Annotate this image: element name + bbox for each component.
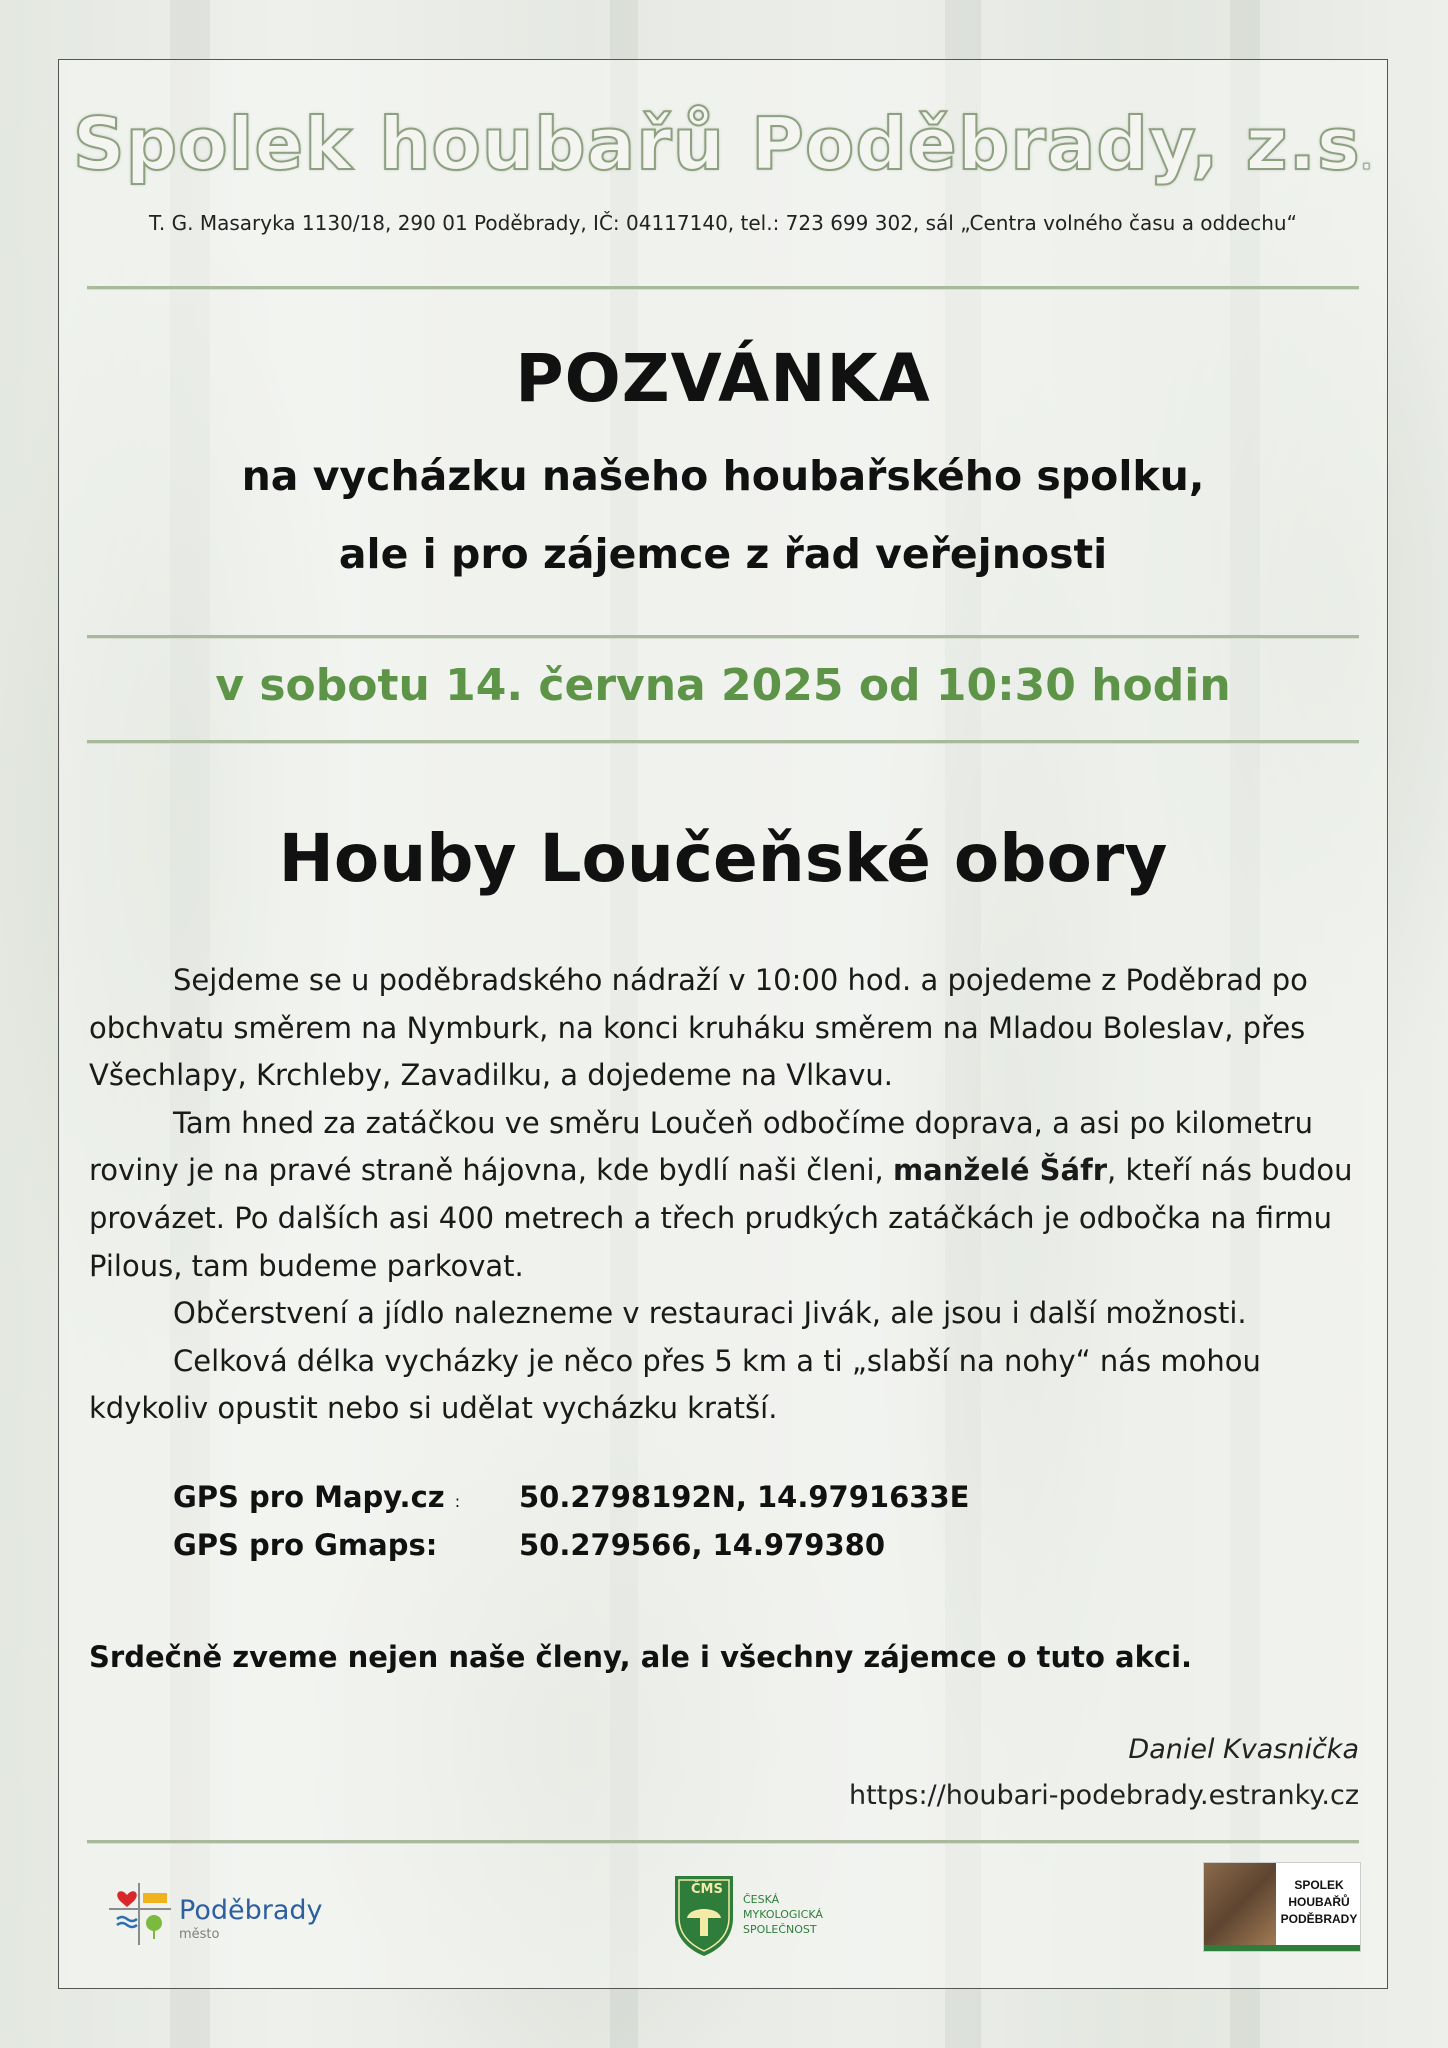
gps-gmaps-value: 50.279566, 14.979380 [519, 1528, 885, 1562]
divider [87, 1840, 1359, 1844]
invitation-line-2: ale i pro zájemce z řad veřejnosti [338, 530, 1108, 578]
mushroom-photo [1204, 1863, 1276, 1945]
closing-statement: Srdečně zveme nejen naše členy, ale i všechny zájemce o tuto akci. [89, 1640, 1193, 1674]
divider [87, 635, 1359, 639]
podebrady-logo [99, 1865, 329, 1955]
paragraph-route [89, 1100, 1361, 1290]
podebrady-sub: město [179, 1927, 220, 1942]
divider [87, 740, 1359, 744]
spolek-houbaru-text: SPOLEK HOUBAŘŮ PODĚBRADY [1280, 1878, 1358, 1926]
guides-name: manželé Šáfr [892, 1153, 1108, 1188]
logo-green-bar [1204, 1945, 1360, 1951]
gps-mapy-label: GPS pro Mapy.cz : [173, 1480, 461, 1514]
signature-name: Daniel Kvasnička [1128, 1734, 1359, 1765]
paragraph-meeting: Sejdeme se u poděbradského nádraží v 10:00 hod. a pojedeme z Poděbrad po obchvatu směrem na Nymburk, na konci kruháku směrem na Mladou Boleslav, přes Všechlapy, Krchleby, Zavadilku, a dojedeme na Vlkavu. [89, 963, 1308, 1093]
invitation-heading: POZVÁNKA [515, 340, 931, 417]
divider [87, 286, 1359, 290]
event-date: v sobotu 14. června 2025 od 10:30 hodin [215, 660, 1231, 711]
paragraph-length: Celková délka vycházky je něco přes 5 km a ti „slabší na nohy“ nás mohou kdykoliv opustit nebo si udělat vycházku kratší. [89, 1343, 1261, 1426]
cms-badge: ČMS [691, 1882, 723, 1897]
organization-address: T. G. Masaryka 1130/18, 290 01 Poděbrady, IČ: 04117140, tel.: 723 699 302, sál „Centra volného času a oddechu“ [149, 211, 1297, 235]
gps-mapy-value: 50.2798192N, 14.9791633E [519, 1480, 970, 1514]
paragraph-route-start: Tam hned za zatáčkou ve směru Loučeň odbočíme doprava, a asi po kilometru roviny je na pravé straně hájovna, kde bydlí naši členi, [89, 1105, 1314, 1188]
cms-name: ČESKÁ MYKOLOGICKÁ SPOLEČNOST [743, 1893, 823, 1936]
paragraph-food: Občerstvení a jídlo nalezneme v restauraci Jivák, ale jsou i další možnosti. [173, 1296, 1247, 1331]
event-title: Houby Loučeňské obory [278, 820, 1168, 897]
invitation-line-1: na vycházku našeho houbařského spolku, [241, 452, 1205, 500]
organization-title: Spolek houbařů Poděbrady, z.s. [72, 102, 1374, 186]
invitation-frame [58, 59, 1388, 1989]
gps-gmaps-label: GPS pro Gmaps: [173, 1528, 438, 1562]
spolek-houbaru-logo [1203, 1862, 1361, 1952]
paragraph-route-end: , kteří nás budou provázet. Po dalších asi 400 metrech a třech prudkých zatáčkách je odbočka na firmu Pilous, tam budeme parkovat. [89, 1153, 1353, 1283]
cms-logo [669, 1868, 849, 1968]
podebrady-name: Poděbrady [179, 1895, 323, 1926]
event-description [89, 957, 1361, 1433]
website-link[interactable]: https://houbari-podebrady.estranky.cz [848, 1780, 1359, 1811]
